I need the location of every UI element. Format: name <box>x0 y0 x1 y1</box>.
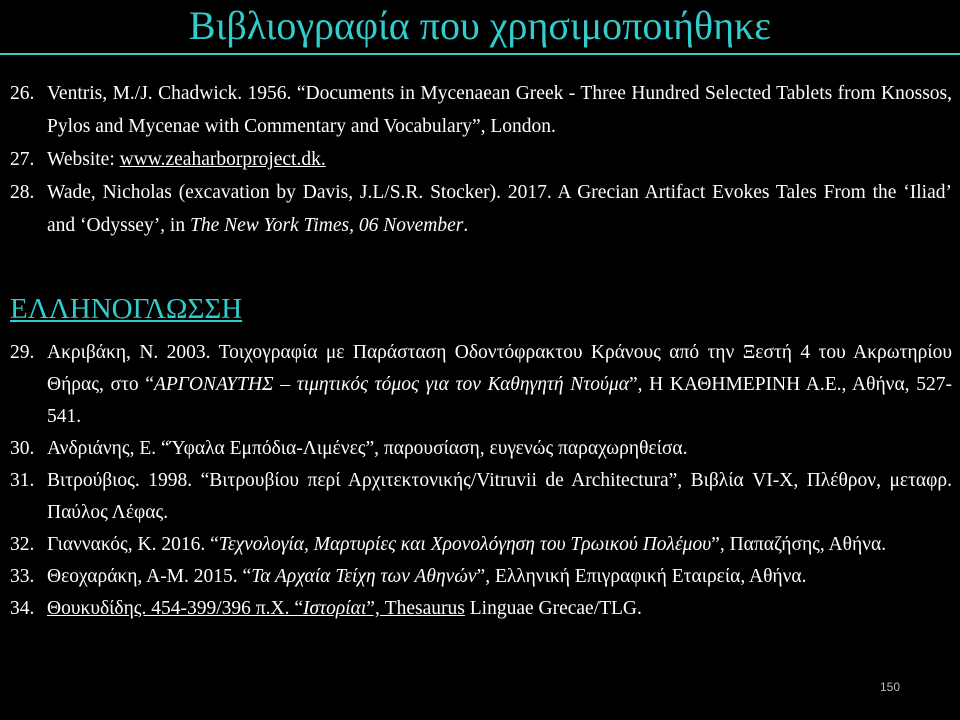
entry-italic: The New York Times, 06 November <box>189 215 464 236</box>
entry-text: Website: <box>47 149 120 170</box>
entry-suffix: ”, Ελληνική Επιγραφική Εταιρεία, Αθήνα. <box>476 566 807 587</box>
entry-number: 30. <box>10 438 35 459</box>
bibliography-greek <box>10 337 952 625</box>
entry-text: Ακριβάκη, Ν. 2003. Τοιχογραφία με Παράσταση Οδοντόφρακτου Κράνους από την Ξεστή 4 του Ακρωτηρίου Θήρας, στο “ <box>47 342 952 395</box>
entry-underlined: Θουκυδίδης. 454-399/396 π.Χ. “ <box>47 598 304 619</box>
list-item <box>10 465 952 529</box>
entry-italic: ΑΡΓΟΝΑΥΤΗΣ – τιμητικός τόμος για τον Καθηγητή Ντούμα <box>153 374 629 395</box>
entry-number: 27. <box>10 149 35 170</box>
entry-italic: Ιστορίαι <box>303 598 367 619</box>
list-item <box>10 561 952 593</box>
entry-text: Βιτρούβιος. 1998. “Βιτρουβίου περί Αρχιτεκτονικής/Vitruvii de Architectura”, Βιβλία VI-X, Πλέθρον, μεταφρ. Παύλος Λέφας. <box>47 470 952 523</box>
section-heading: ΕΛΛΗΝΟΓΛΩΣΣΗ <box>10 293 243 325</box>
entry-text: Ανδριάνης, Ε. “Ύφαλα Εμπόδια-Λιμένες”, παρουσίαση, ευγενώς παραχωρηθείσα. <box>47 438 688 459</box>
list-item <box>10 176 952 242</box>
entry-suffix: ”, Παπαζήσης, Αθήνα. <box>711 534 887 555</box>
entry-italic: Τεχνολογία, Μαρτυρίες και Χρονολόγηση του Τρωικού Πολέμου <box>218 534 712 555</box>
slide-title: Βιβλιογραφία που χρησιμοποιήθηκε <box>188 3 772 48</box>
entry-text: Θεοχαράκη, Α-Μ. 2015. “ <box>47 566 252 587</box>
title-divider <box>0 53 960 55</box>
entry-number: 28. <box>10 182 35 203</box>
entry-suffix: ”, Η ΚΑΘΗΜΕΡΙΝΗ Α.Ε., Αθήνα, 527-541. <box>47 374 952 427</box>
list-item <box>10 529 952 561</box>
entry-number: 33. <box>10 566 35 587</box>
page-number: 150 <box>880 680 901 694</box>
entry-text: Ventris, M./J. Chadwick. 1956. “Documents in Mycenaean Greek - Three Hundred Selected Tablets from Knossos, Pylos and Mycenae with Commentary and Vocabulary”, London. <box>47 83 952 137</box>
entry-number: 29. <box>10 342 35 363</box>
bibliography-english <box>10 77 952 242</box>
entry-number: 26. <box>10 83 35 104</box>
entry-suffix: . <box>463 215 469 236</box>
entry-number: 32. <box>10 534 35 555</box>
entry-suffix: Linguae Grecae/TLG. <box>464 598 642 619</box>
entry-number: 31. <box>10 470 35 491</box>
entry-underlined: ”, Thesaurus <box>366 598 465 619</box>
list-item <box>10 143 952 176</box>
website-link[interactable]: www.zeaharborproject.dk. <box>119 149 326 170</box>
entry-text: Γιαννακός, Κ. 2016. “ <box>47 534 219 555</box>
list-item <box>10 77 952 143</box>
entry-text: Wade, Nicholas (excavation by Davis, J.L/S.R. Stocker). 2017. A Grecian Artifact Evokes Tales From the ‘Iliad’ and ‘Odyssey’, in <box>47 182 952 236</box>
list-item <box>10 337 952 433</box>
list-item <box>10 433 952 465</box>
entry-italic: Τα Αρχαία Τείχη των Αθηνών <box>251 566 477 587</box>
list-item <box>10 593 952 625</box>
entry-number: 34. <box>10 598 35 619</box>
